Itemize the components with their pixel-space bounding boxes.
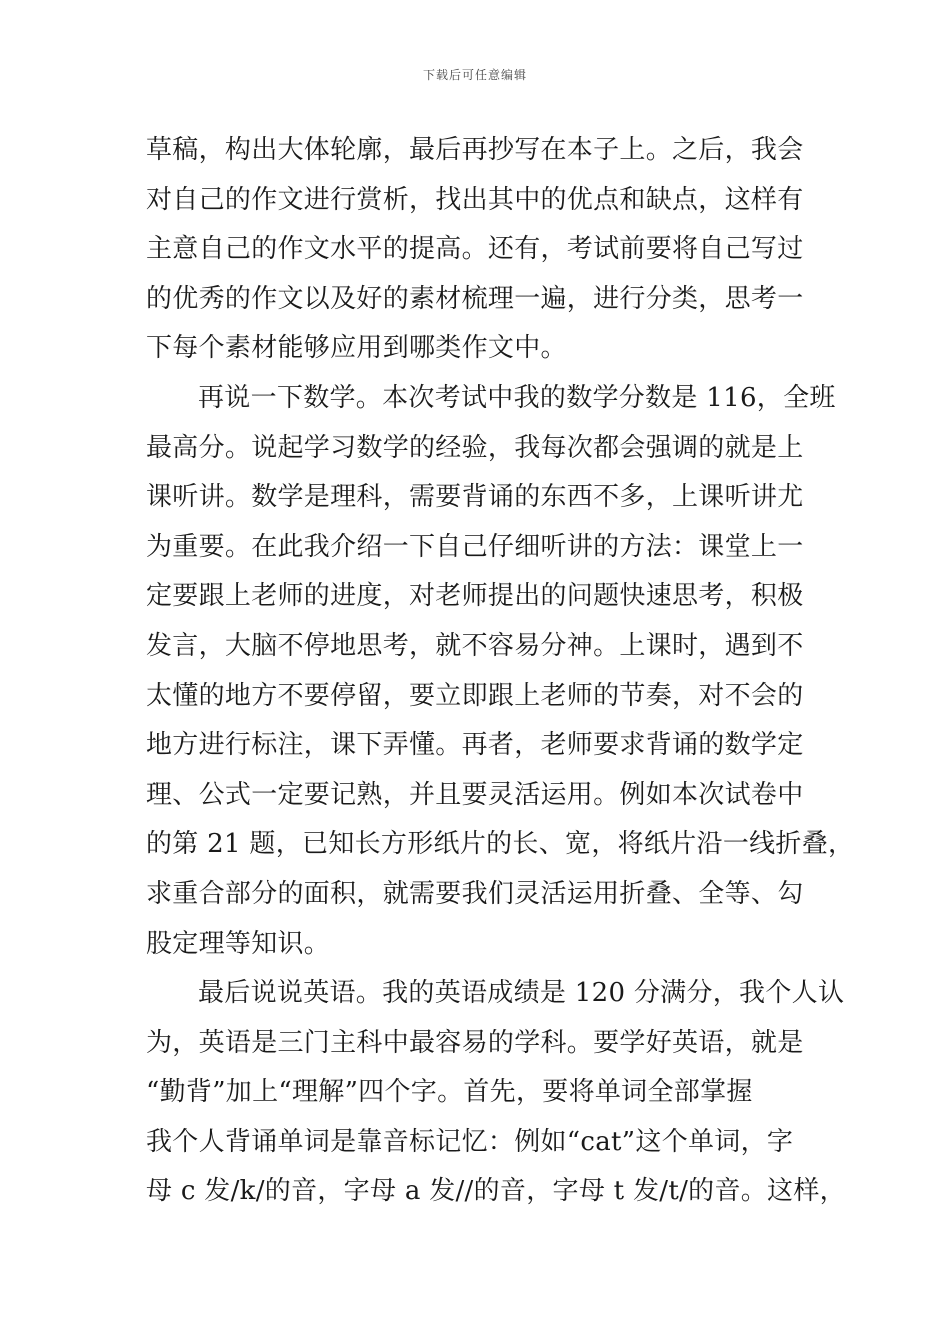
text-line: 课听讲。数学是理科，需要背诵的东西不多，上课听讲尤 bbox=[146, 482, 804, 513]
text-line: 的优秀的作文以及好的素材梳理一遍，进行分类，思考一 bbox=[146, 283, 804, 314]
text-line: 地方进行标注，课下弄懂。再者，老师要求背诵的数学定 bbox=[146, 730, 804, 761]
text-line: 再说一下数学。本次考试中我的数学分数是 116，全班 bbox=[198, 382, 836, 413]
page-header: 下载后可任意编辑 bbox=[422, 68, 527, 82]
text-line: 股定理等知识。 bbox=[146, 928, 331, 959]
text-line: 发言，大脑不停地思考，就不容易分神。上课时，遇到不 bbox=[146, 630, 804, 661]
text-line: 的第 21 题，已知长方形纸片的长、宽，将纸片沿一线折叠， bbox=[146, 829, 855, 860]
text-line: “勤背”加上“理解”四个字。首先，要将单词全部掌握 bbox=[146, 1077, 753, 1108]
text-line: 主意自己的作文水平的提高。还有，考试前要将自己写过 bbox=[146, 234, 804, 265]
text-line: 母 c 发/k/的音，字母 a 发//的音，字母 t 发/t/的音。这样， bbox=[146, 1176, 846, 1207]
text-line: 下每个素材能够应用到哪类作文中。 bbox=[146, 333, 567, 364]
text-line: 最后说说英语。我的英语成绩是 120 分满分，我个人认 bbox=[198, 978, 845, 1009]
text-line: 定要跟上老师的进度，对老师提出的问题快速思考，积极 bbox=[146, 581, 804, 612]
text-line: 草稿，构出大体轮廓，最后再抄写在本子上。之后，我会 bbox=[146, 135, 804, 165]
document-body bbox=[146, 126, 855, 1217]
text-line: 为，英语是三门主科中最容易的学科。要学好英语，就是 bbox=[146, 1027, 804, 1058]
text-line: 求重合部分的面积，就需要我们灵活运用折叠、全等、勾 bbox=[146, 878, 804, 909]
text-line: 最高分。说起学习数学的经验，我每次都会强调的就是上 bbox=[146, 432, 804, 463]
text-line: 对自己的作文进行赏析，找出其中的优点和缺点，这样有 bbox=[146, 184, 804, 215]
text-line: 太懂的地方不要停留，要立即跟上老师的节奏，对不会的 bbox=[146, 680, 804, 711]
text-line: 为重要。在此我介绍一下自己仔细听讲的方法：课堂上一 bbox=[146, 531, 804, 562]
text-line: 我个人背诵单词是靠音标记忆：例如“cat”这个单词，字 bbox=[146, 1126, 794, 1157]
text-line: 理、公式一定要记熟，并且要灵活运用。例如本次试卷中 bbox=[146, 779, 804, 810]
